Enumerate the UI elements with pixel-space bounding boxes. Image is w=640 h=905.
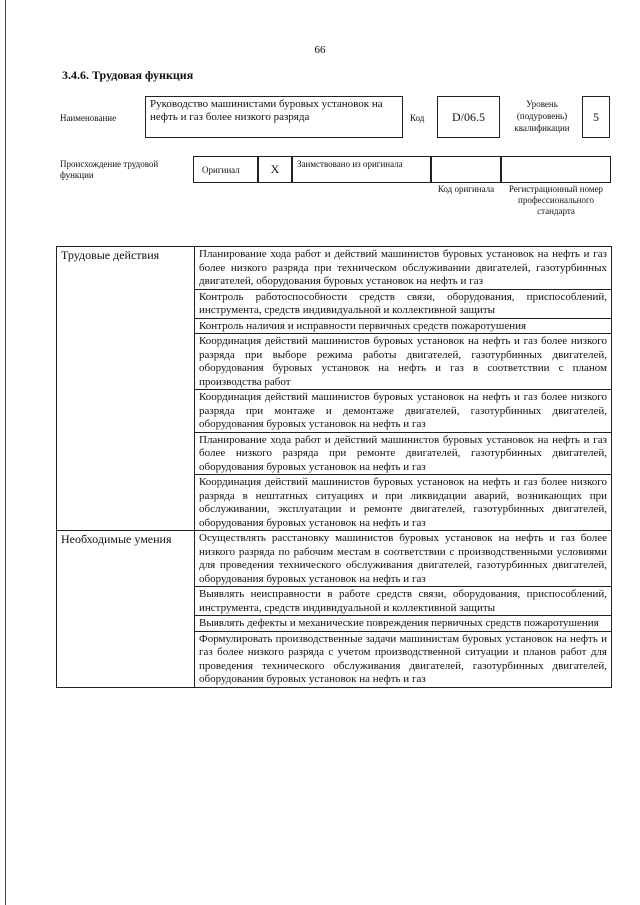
list-item: Планирование хода работ и действий машинистов буровых установок на нефть и газ более низкого разряда при ремонте двигателей, газотурбинных двигателей, оборудования буровых установок на нефть и газ	[195, 432, 612, 475]
category-cell: Трудовые действия	[57, 247, 195, 531]
function-table	[56, 246, 612, 688]
function-name-value: Руководство машинистами буровых установок на нефть и газ более низкого разряда	[150, 98, 383, 123]
list-item: Осуществлять расстановку машинистов буровых установок на нефть и газ более низкого разряда по рабочим местам в соответствии с производственными условиями для проведения технического обслуживания двигателей, газотурбинных двигателей, оборудования буровых установок на нефть и газ	[195, 531, 612, 587]
code-original-field	[431, 156, 501, 183]
list-item: Выявлять неисправности в работе средств связи, оборудования, приспособлений, инструмента, средств индивидуальной и коллективной защиты	[195, 587, 612, 616]
borrowed-field	[292, 156, 431, 183]
code-label: Код	[410, 113, 425, 123]
reg-number-caption: Регистрационный номер профессионального стандарта	[508, 184, 604, 216]
page-border	[5, 0, 6, 905]
code-value: D/06.5	[452, 109, 485, 124]
origin-label: Происхождение трудовой функции	[60, 159, 159, 180]
original-mark-field	[258, 156, 292, 183]
list-item: Контроль наличия и исправности первичных средств пожаротушения	[195, 318, 612, 334]
code-original-caption: Код оригинала	[437, 184, 495, 194]
name-label: Наименование	[60, 113, 117, 123]
borrowed-label: Заимствовано из оригинала	[297, 159, 403, 169]
function-name-field	[145, 96, 403, 138]
page-number: 66	[314, 44, 326, 56]
original-mark: X	[270, 162, 280, 176]
list-item: Формулировать производственные задачи машинистам буровых установок на нефть и газ более низкого разряда с учетом производственной ситуации и планов работ для проведения технического обслуживания двигателей, газотурбинных двигателей, оборудования буровых установок на нефть и газ	[195, 631, 612, 687]
reg-number-field	[501, 156, 611, 183]
list-item: Планирование хода работ и действий машинистов буровых установок на нефть и газ более низкого разряда при техническом обслуживании двигателей, газотурбинных двигателей, оборудования буровых установок на нефть и газ	[195, 247, 612, 290]
list-item: Координация действий машинистов буровых установок на нефть и газ более низкого разряда при монтаже и демонтаже двигателей, газотурбинных двигателей, оборудования буровых установок на нефть и газ	[195, 390, 612, 433]
code-field	[437, 96, 500, 138]
category-cell: Необходимые умения	[57, 531, 195, 688]
level-label: Уровень (подуровень) квалификации	[514, 99, 570, 133]
list-item: Контроль работоспособности средств связи, оборудования, приспособлений, инструмента, средств индивидуальной и коллективной защиты	[195, 289, 612, 318]
original-field	[193, 156, 258, 183]
level-field	[582, 96, 610, 138]
section-title: 3.4.6. Трудовая функция	[62, 68, 194, 82]
list-item: Выявлять дефекты и механические повреждения первичных средств пожаротушения	[195, 616, 612, 632]
original-label: Оригинал	[202, 164, 240, 175]
table-row	[57, 531, 612, 587]
level-value: 5	[593, 109, 599, 124]
list-item: Координация действий машинистов буровых установок на нефть и газ более низкого разряда при выборе режима работы двигателей, газотурбинных двигателей, оборудования буровых установок на нефть и газ в соответствии с планом производства работ	[195, 334, 612, 390]
table-row	[57, 247, 612, 290]
list-item: Координация действий машинистов буровых установок на нефть и газ более низкого разряда в нештатных ситуациях и при ликвидации аварий, возникающих при обслуживании, эксплуатации и ремонте двигателей, газотурбинных двигателей, оборудования буровых установок на нефть и газ	[195, 475, 612, 531]
